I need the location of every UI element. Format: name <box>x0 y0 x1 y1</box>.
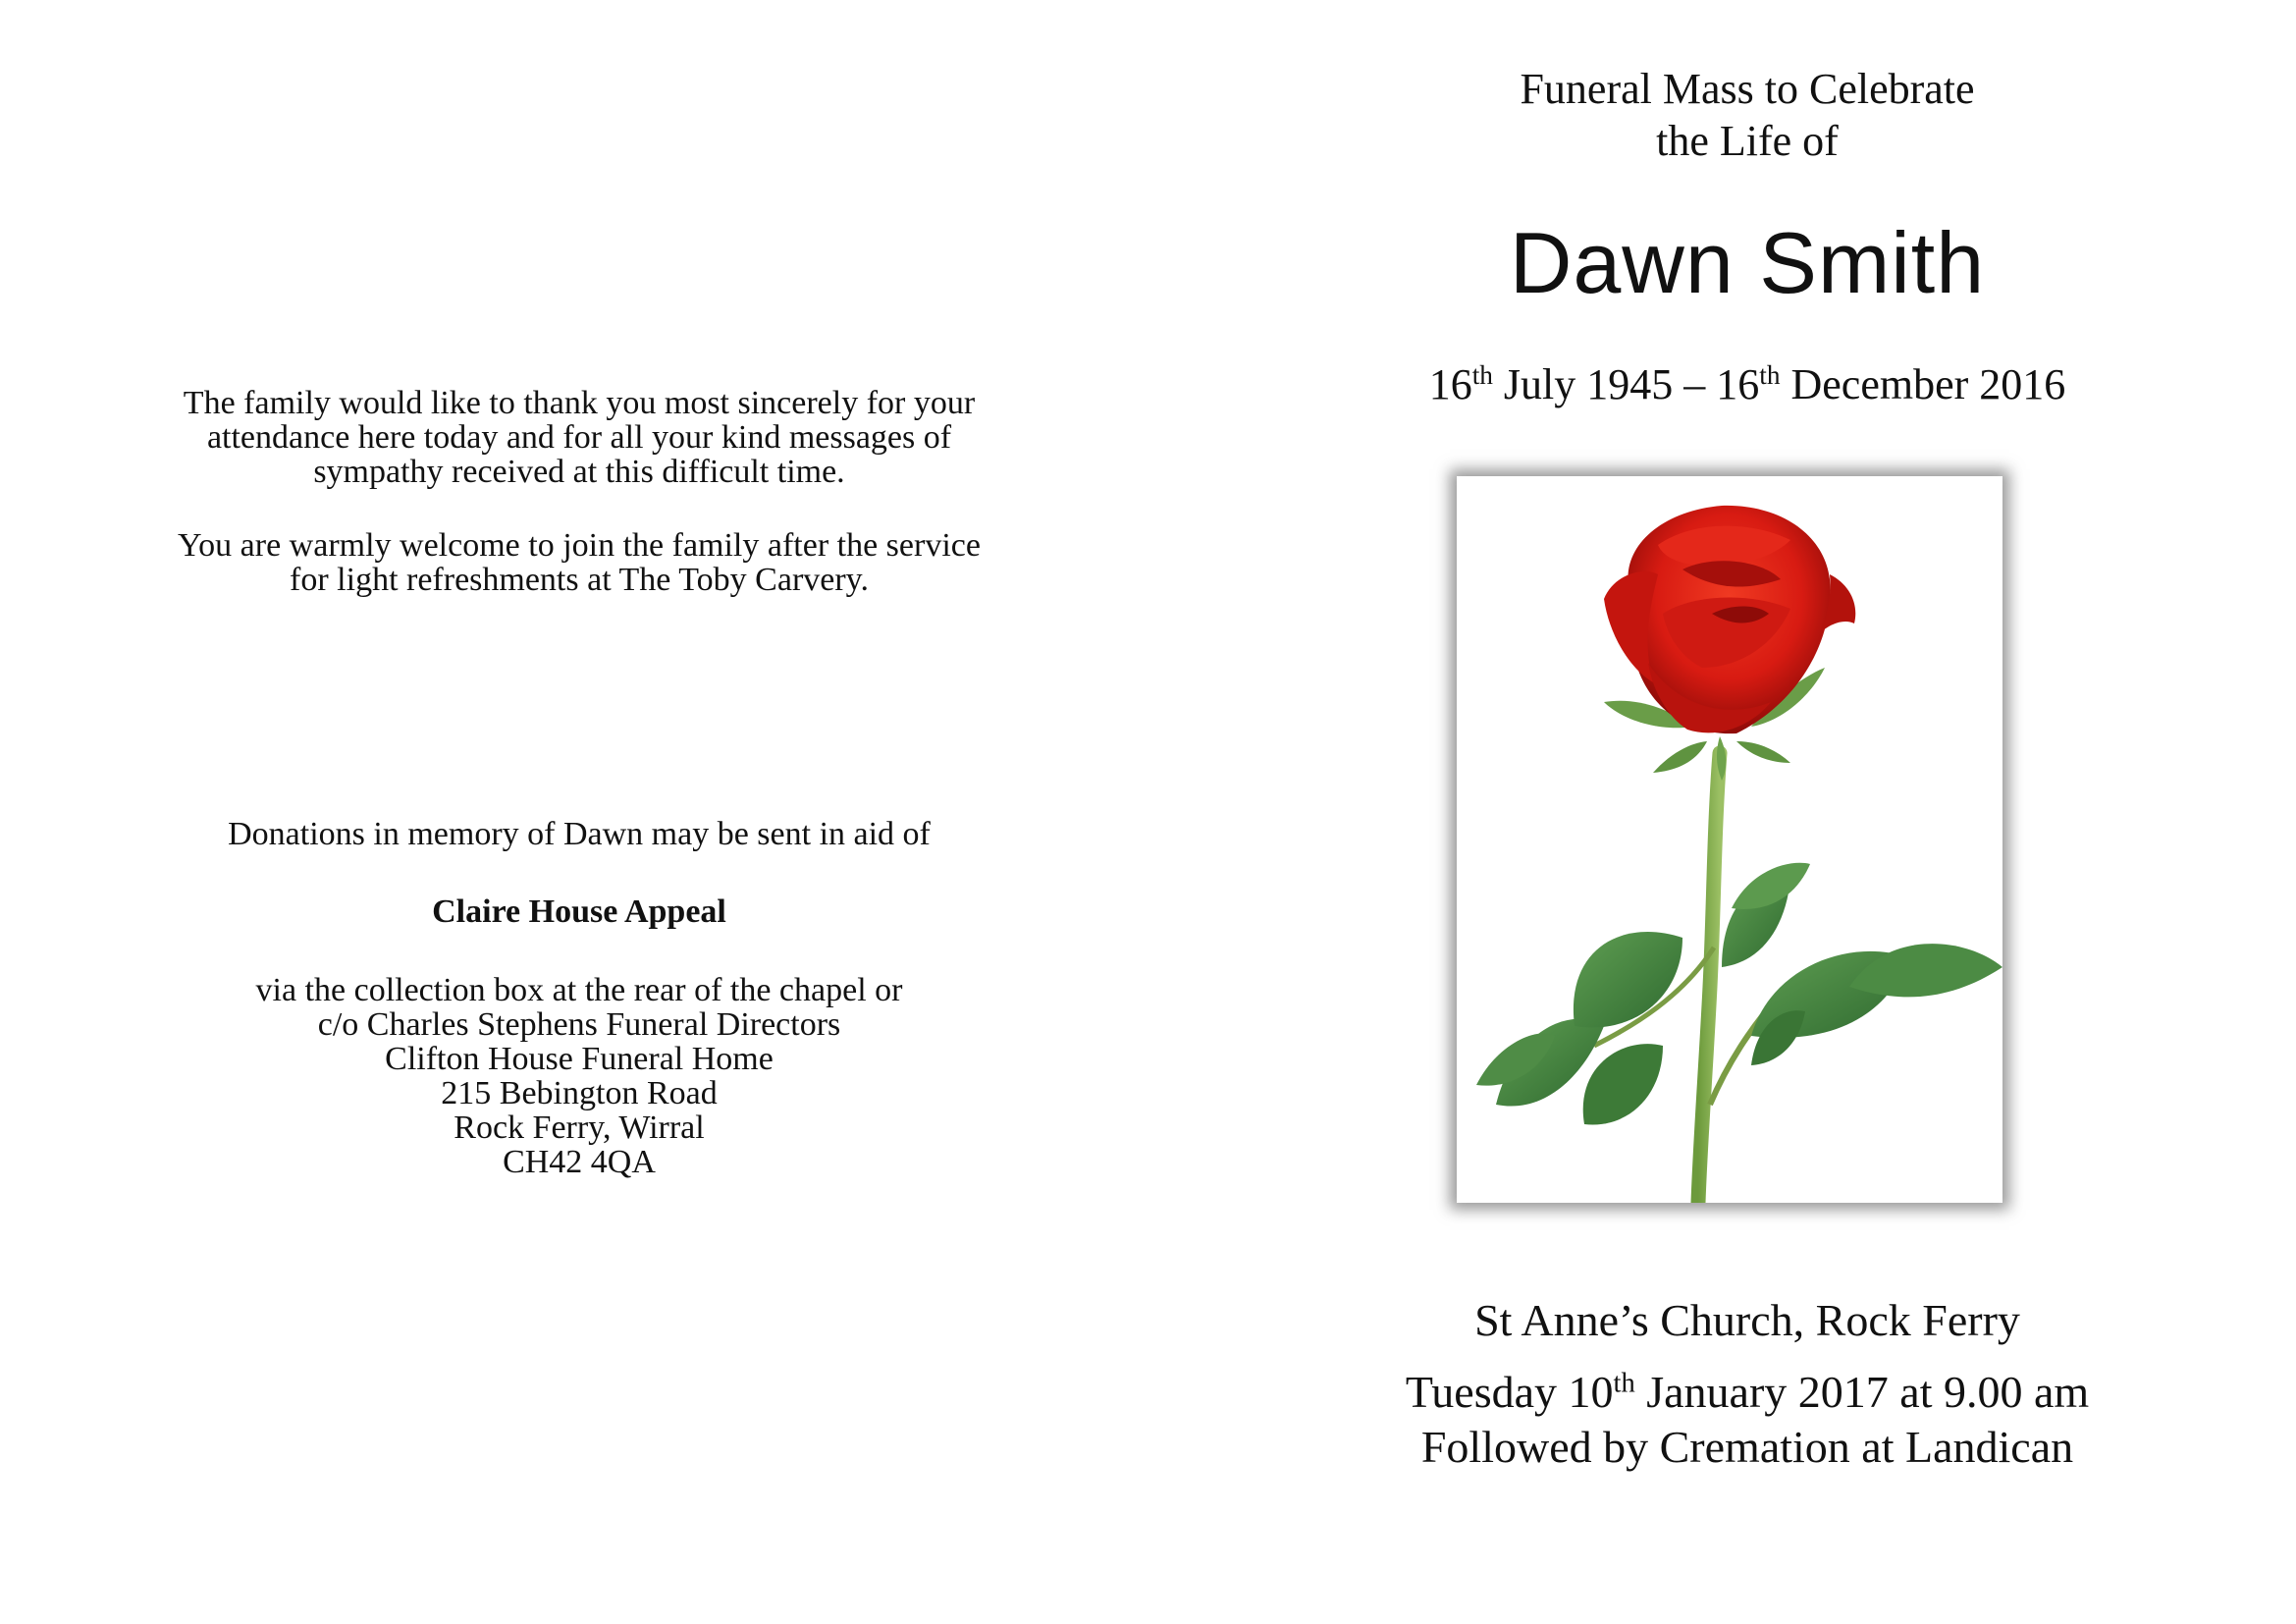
service-day: Tuesday 10 <box>1405 1367 1614 1417</box>
address-line: 215 Bebington Road <box>441 1075 718 1111</box>
thanks-line: sympathy received at this difficult time. <box>313 454 845 490</box>
address-line: CH42 4QA <box>503 1144 656 1180</box>
service-details <box>1306 1365 2189 1475</box>
thanks-line: attendance here today and for all your kind messages of <box>206 419 952 456</box>
service-month-time: January 2017 at 9.00 am <box>1646 1367 2090 1417</box>
welcome-line: for light refreshments at The Toby Carvery. <box>290 562 869 598</box>
birth-month-year: July 1945 <box>1503 360 1674 408</box>
birth-day: 16 <box>1428 360 1472 408</box>
birth-day-suffix: th <box>1471 360 1493 390</box>
thanks-message <box>0 386 1158 489</box>
church-name: St Anne’s Church, Rock Ferry <box>1474 1295 2020 1345</box>
deceased-name: Dawn Smith <box>1509 214 1986 311</box>
death-day-suffix: th <box>1759 360 1781 390</box>
donations-intro <box>0 817 1158 851</box>
cremation-note: Followed by Cremation at Landican <box>1420 1422 2074 1472</box>
welcome-line: You are warmly welcome to join the family after the service <box>178 527 981 564</box>
date-separator: – <box>1683 360 1706 408</box>
thanks-line: The family would like to thank you most sincerely for your <box>183 385 976 421</box>
collection-address <box>0 973 1158 1179</box>
rose-icon <box>1457 476 2002 1203</box>
service-title-line: the Life of <box>1656 117 1839 165</box>
death-day: 16 <box>1716 360 1760 408</box>
address-line: c/o Charles Stephens Funeral Directors <box>317 1006 841 1043</box>
address-line: Rock Ferry, Wirral <box>454 1110 705 1146</box>
address-line: Clifton House Funeral Home <box>385 1041 774 1077</box>
service-day-suffix: th <box>1613 1368 1635 1399</box>
charity-name-text: Claire House Appeal <box>432 893 726 930</box>
service-title-line: Funeral Mass to Celebrate <box>1520 65 1975 113</box>
death-month-year: December 2016 <box>1790 360 2066 408</box>
service-title <box>1306 63 2189 167</box>
donations-intro-text: Donations in memory of Dawn may be sent in aid of <box>228 816 931 852</box>
welcome-message <box>0 528 1158 597</box>
service-date <box>1306 1365 2189 1420</box>
rose-photo <box>1457 476 2002 1203</box>
cover-page <box>1306 0 2189 1624</box>
charity-name <box>0 894 1158 929</box>
address-line: via the collection box at the rear of the chapel or <box>255 972 903 1008</box>
life-dates <box>1306 359 2189 410</box>
